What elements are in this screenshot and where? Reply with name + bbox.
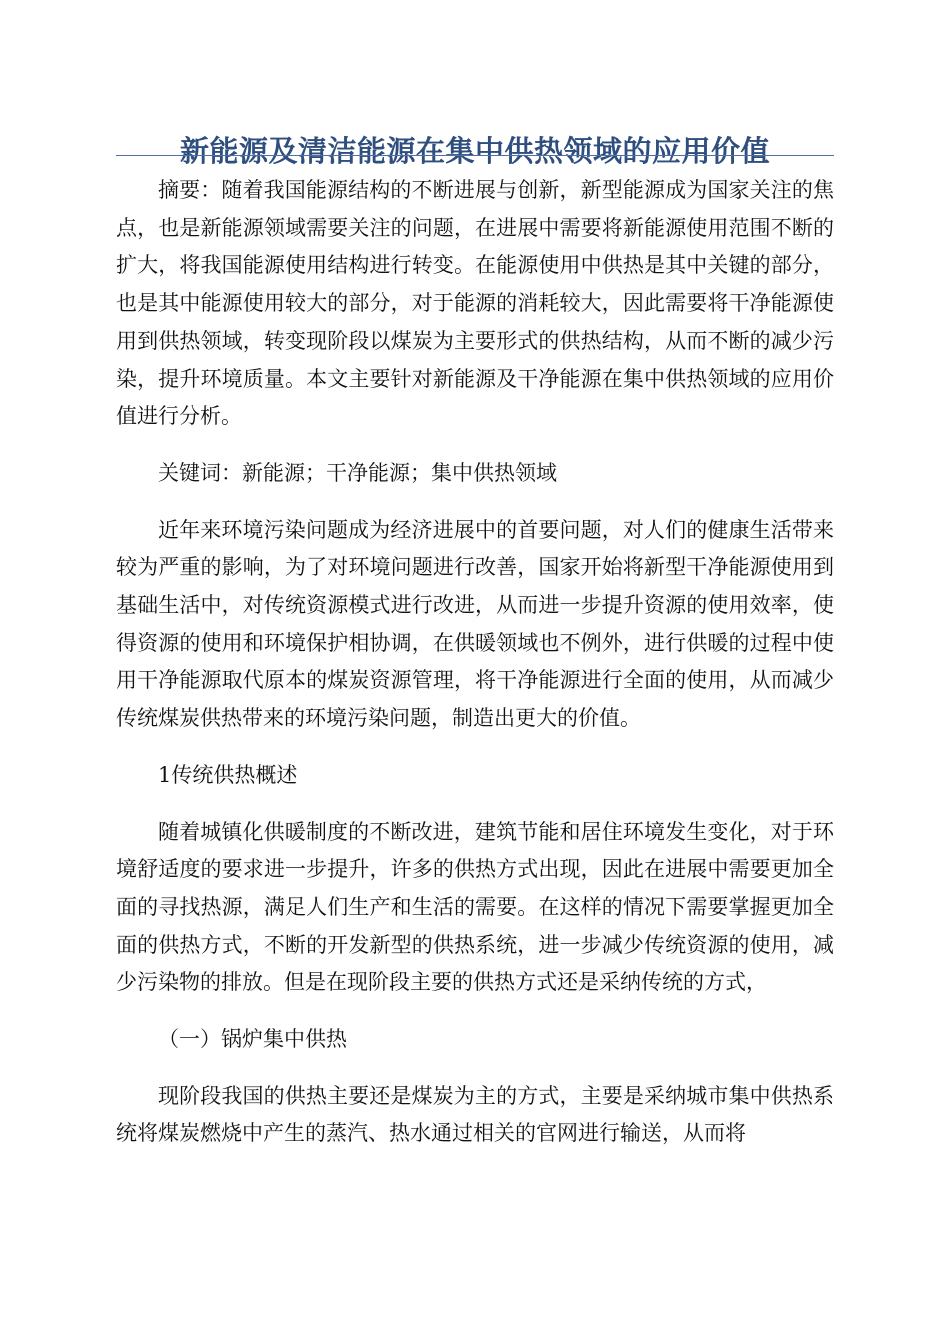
keywords-paragraph: 关键词：新能源；干净能源；集中供热领域 (158, 460, 557, 485)
document-body (116, 172, 834, 1153)
abstract-paragraph: 摘要：随着我国能源结构的不断进展与创新，新型能源成为国家关注的焦点，也是新能源领域需要关注的问题，在进展中需要将新能源使用范围不断的扩大，将我国能源使用结构进行转变。在能源使用中供热是其中关键的部分，也是其中能源使用较大的部分，对于能源的消耗较大，因此需要将干净能源使用到供热领域，转变现阶段以煤炭为主要形式的供热结构，从而不断的减少污染，提升环境质量。本文主要针对新能源及干净能源在集中供热领域的应用价值进行分析。 (116, 178, 834, 429)
document-title: 新能源及清洁能源在集中供热领域的应用价值 (179, 134, 770, 169)
title-underline (116, 155, 834, 156)
intro-paragraph: 近年来环境污染问题成为经济进展中的首要问题，对人们的健康生活带来较为严重的影响，为了对环境问题进行改善，国家开始将新型干净能源使用到基础生活中，对传统资源模式进行改进，从而进一步提升资源的使用效率，使得资源的使用和环境保护相协调，在供暖领域也不例外，进行供暖的过程中使用干净能源取代原本的煤炭资源管理，将干净能源进行全面的使用，从而减少传统煤炭供热带来的环境污染问题，制造出更大的价值。 (116, 517, 834, 731)
subsection-1-paragraph: 现阶段我国的供热主要还是煤炭为主的方式，主要是采纳城市集中供热系统将煤炭燃烧中产生的蒸汽、热水通过相关的官网进行输送，从而将 (116, 1083, 834, 1146)
section-1-paragraph: 随着城镇化供暖制度的不断改进，建筑节能和居住环境发生变化，对于环境舒适度的要求进一步提升，许多的供热方式出现，因此在进展中需要更加全面的寻找热源，满足人们生产和生活的需要。在这样的情况下需要掌握更加全面的供热方式，不断的开发新型的供热系统，进一步减少传统资源的使用，减少污染物的排放。但是在现阶段主要的供热方式还是采纳传统的方式， (116, 819, 834, 995)
section-heading-1: 1传统供热概述 (158, 762, 298, 787)
subsection-heading-1: （一）锅炉集中供热 (158, 1027, 347, 1052)
